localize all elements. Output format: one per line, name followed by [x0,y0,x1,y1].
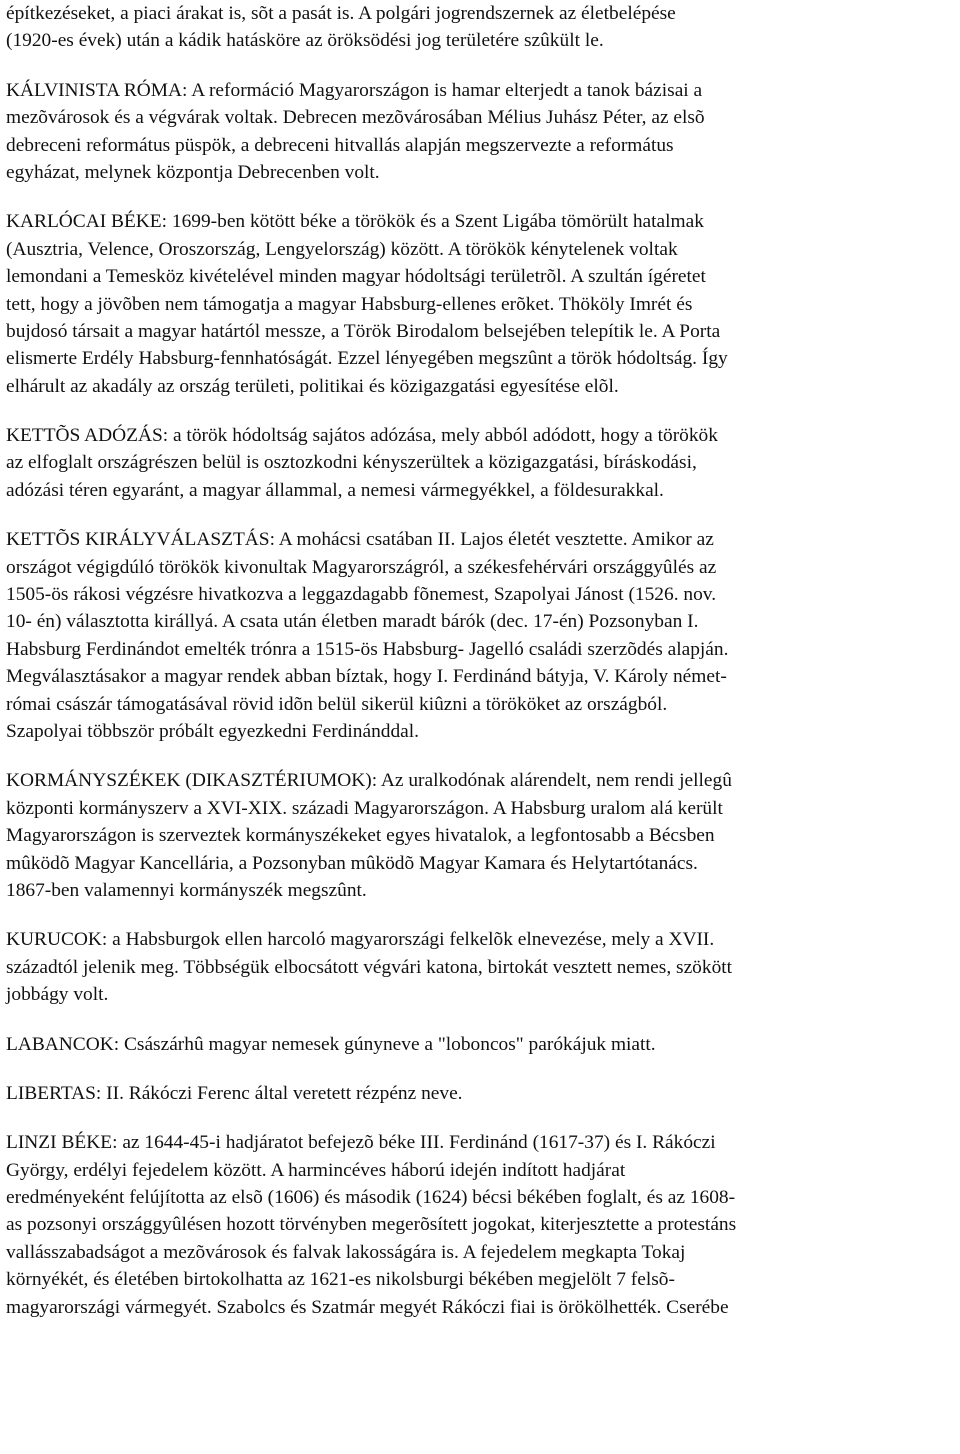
paragraph-kalvinista-roma [6,77,952,187]
text-line: KARLÓCAI BÉKE: 1699-ben kötött béke a törökök és a Szent Ligába tömörült hatalmak [6,211,704,233]
text-line: 1505-ös rákosi végzésre hivatkozva a leggazdagabb fõnemest, Szapolyai Jánost (1526. nov. [6,584,717,606]
text-line: KURUCOK: a Habsburgok ellen harcoló magyarországi felkelõk elnevezése, mely a XVII. [6,929,715,951]
paragraph-karlocai-beke [6,208,952,400]
text-line: római császár támogatásával rövid idõn belül sikerül kiûzni a törököket az országból. [6,693,668,715]
text-line: jobbágy volt. [6,984,109,1006]
paragraph-kettos-kiralyvalasztas [6,526,952,745]
paragraph-gap [6,186,952,208]
text-line: eredményeként felújította az elsõ (1606) és második (1624) bécsi békében foglalt, és az 1608- [6,1187,736,1209]
text-line: KORMÁNYSZÉKEK (DIKASZTÉRIUMOK): Az uralkodónak alárendelt, nem rendi jellegû [6,770,732,792]
text-line: környékét, és életében birtokolhatta az 1621-es nikolsburgi békében megjelölt 7 felsõ- [6,1269,675,1291]
text-line: egyházat, melynek központja Debrecenben volt. [6,161,380,183]
text-line: (1920-es évek) után a kádik hatásköre az öröksödési jog területére szûkült le. [6,30,604,52]
paragraph-gap [6,1058,952,1080]
text-line: LIBERTAS: II. Rákóczi Ferenc által veretett rézpénz neve. [6,1082,463,1104]
paragraph-gap [6,1107,952,1129]
paragraph-kormanyszekek [6,767,952,904]
text-line: KETTÕS ADÓZÁS: a török hódoltság sajátos adózása, mely abból adódott, hogy a törökök [6,425,718,447]
paragraph-kettos-adozas [6,422,952,504]
paragraph-gap [6,504,952,526]
text-line: építkezéseket, a piaci árakat is, sõt a pasát is. A polgári jogrendszernek az életbelépése [6,3,676,24]
paragraph-gap [6,1009,952,1031]
paragraph-1 [6,0,952,55]
paragraph-gap [6,400,952,422]
text-line: debreceni református püspök, a debreceni hitvallás alapján megszervezte a református [6,134,674,156]
text-line: századtól jelenik meg. Többségük elbocsátott végvári katona, birtokát vesztett nemes, szökött [6,956,733,978]
text-line: elhárult az akadály az ország területi, politikai és közigazgatási egyesítése elõl. [6,375,619,397]
text-line: magyarországi vármegyét. Szabolcs és Szatmár megyét Rákóczi fiai is örökölhették. Cserébe [6,1296,729,1318]
text-line: KÁLVINISTA RÓMA: A reformáció Magyarországon is hamar elterjedt a tanok bázisai a [6,79,703,101]
paragraph-linzi-beke [6,1129,952,1321]
text-line: 10- én) választotta királlyá. A csata után életben maradt bárók (dec. 17-én) Pozsonyban I. [6,611,699,633]
text-line: országot végigdúló törökök kivonultak Magyarországról, a székesfehérvári országgyûlés az [6,556,717,578]
text-line: bujdosó társait a magyar határtól messze, a Török Birodalom belsejében telepítik le. A Porta [6,320,721,342]
text-line: György, erdélyi fejedelem között. A harmincéves háború idején indított hadjárat [6,1159,626,1181]
paragraph-libertas [6,1080,952,1107]
text-line: elismerte Erdély Habsburg-fennhatóságát. Ezzel lényegében megszûnt a török hódoltság. Így [6,348,728,370]
text-line: tett, hogy a jövõben nem támogatja a magyar Habsburg-ellenes erõket. Thököly Imrét és [6,293,693,315]
text-line: adózási téren egyaránt, a magyar állammal, a nemesi vármegyékkel, a földesurakkal. [6,479,664,501]
text-line: Habsburg Ferdinándot emelték trónra a 1515-ös Habsburg- Jagelló családi szerzõdés alapján. [6,638,729,660]
text-line: mûködõ Magyar Kancellária, a Pozsonyban mûködõ Magyar Kamara és Helytartótanács. [6,852,698,874]
text-line: lemondani a Temesköz kivételével minden magyar hódoltsági területrõl. A szultán ígéretet [6,266,706,288]
text-line: mezõvárosok és a végvárak voltak. Debrecen mezõvárosában Mélius Juhász Péter, az elsõ [6,107,705,129]
text-line: Magyarországon is szerveztek kormányszékeket egyes hivatalok, a legfontosabb a Bécsben [6,825,715,847]
text-line: LABANCOK: Császárhû magyar nemesek gúnyneve a "loboncos" parókájuk miatt. [6,1033,656,1055]
text-line: (Ausztria, Velence, Oroszország, Lengyelország) között. A törökök kénytelenek voltak [6,238,678,260]
text-line: 1867-ben valamennyi kormányszék megszûnt. [6,879,367,901]
text-line: az elfoglalt országrészen belül is osztozkodni kényszerültek a közigazgatási, bíráskodási, [6,452,697,474]
text-line: központi kormányszerv a XVI-XIX. századi Magyarországon. A Habsburg uralom alá került [6,797,723,819]
text-line: Megválasztásakor a magyar rendek abban bíztak, hogy I. Ferdinánd bátyja, V. Károly német- [6,666,727,688]
paragraph-labancok [6,1031,952,1058]
text-line: Szapolyai többször próbált egyezkedni Ferdinánddal. [6,720,420,742]
text-line: KETTÕS KIRÁLYVÁLASZTÁS: A mohácsi csatában II. Lajos életét vesztette. Amikor az [6,529,714,551]
text-line: LINZI BÉKE: az 1644-45-i hadjáratot befejezõ béke III. Ferdinánd (1617-37) és I. Rákóczi [6,1132,716,1154]
text-line: as pozsonyi országgyûlésen hozott törvényben megerõsített jogokat, kiterjesztette a protestáns [6,1214,737,1236]
paragraph-kurucok [6,926,952,1008]
paragraph-gap [6,55,952,77]
paragraph-gap [6,745,952,767]
text-line: vallásszabadságot a mezõvárosok és falvak lakosságára is. A fejedelem megkapta Tokaj [6,1241,686,1263]
paragraph-gap [6,904,952,926]
